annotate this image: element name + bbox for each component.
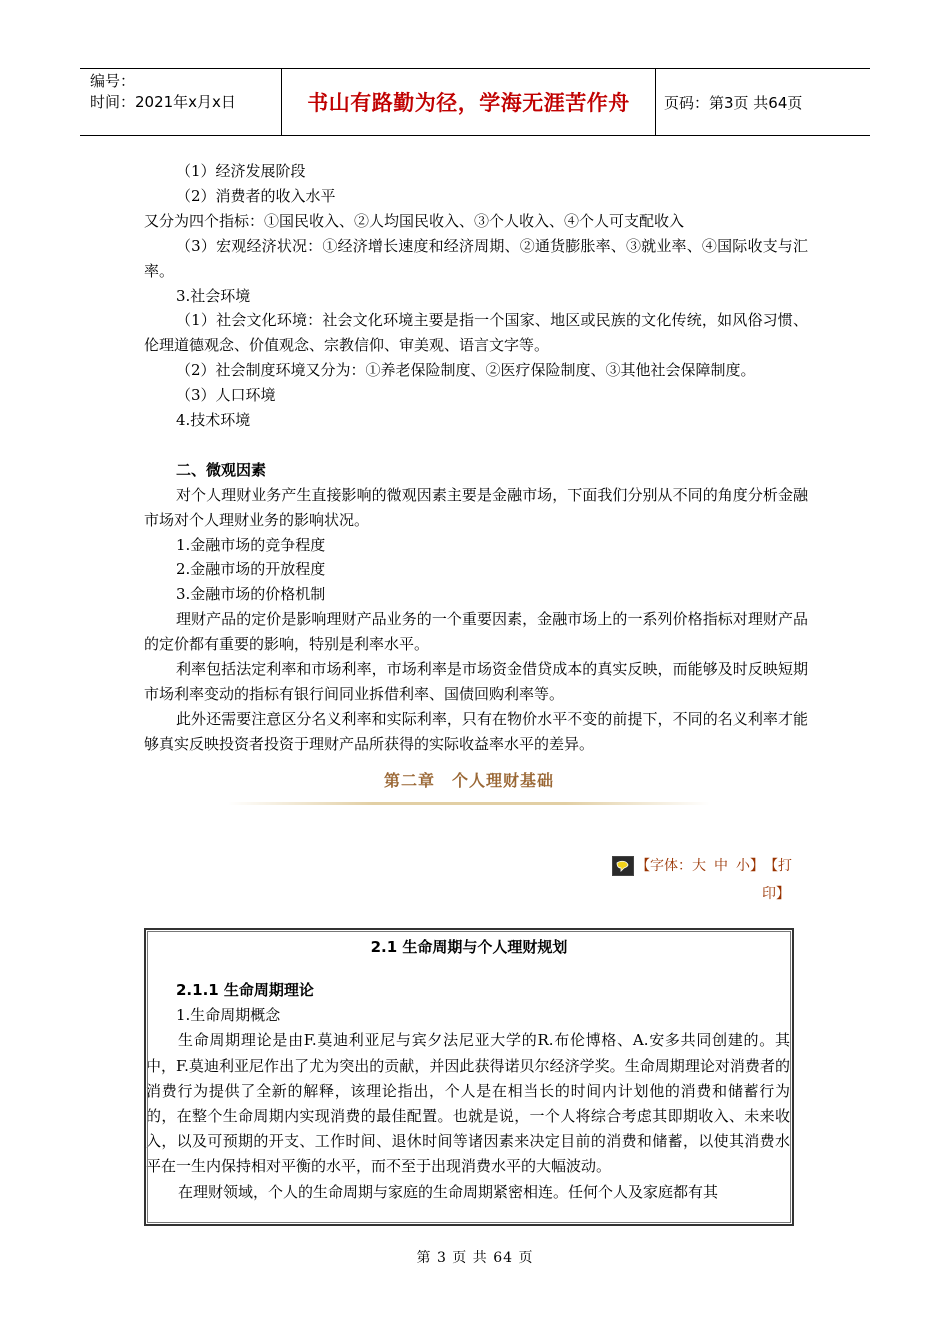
document-body	[144, 159, 808, 757]
font-bar-close: 】	[750, 858, 764, 874]
section-box	[144, 928, 794, 1226]
font-small-link[interactable]: 小	[736, 858, 750, 874]
list-item: 1.金融市场的竞争程度	[176, 535, 326, 554]
text-line: （3）人口环境	[176, 386, 276, 405]
font-medium-link[interactable]: 中	[714, 858, 728, 874]
text-line: （2）社会制度环境又分为：①养老保险制度、②医疗保险制度、③其他社会保障制度。	[176, 361, 756, 380]
text-paragraph: （1）社会文化环境：社会文化环境主要是指一个国家、地区或民族的文化传统，如风俗习惯、伦理道德观念、价值观念、宗教信仰、审美观、语言文字等。	[144, 311, 808, 355]
box-content	[146, 960, 792, 1028]
section-heading: 二、微观因素	[176, 460, 267, 479]
text-paragraph: 此外还需要注意区分名义利率和实际利率，只有在物价水平不变的前提下，不同的名义利率才能够真实反映投资者投资于理财产品所获得的实际收益率水平的差异。	[144, 709, 808, 753]
text-line: （1）经济发展阶段	[176, 162, 306, 180]
list-item: 3.金融市场的价格机制	[176, 585, 326, 604]
box-paragraph: 生命周期理论是由F.莫迪利亚尼与宾夕法尼亚大学的R.布伦博格、A.安多共同创建的。其中，F.莫迪利亚尼作出了尤为突出的贡献，并因此获得诺贝尔经济学奖。生命周期理论对消费者的消费行为提供了全新的解释，该理论指出，个人是在相当长的时间内计划他的消费和储蓄行为的，在整个生命周期内实现消费的最佳配置。也就是说，一个人将综合考虑其即期收入、未来收入，以及可预期的开支、工作时间、退休时间等诸因素来决定目前的消费和储蓄，以使其消费水平在一生内保持相对平衡的水平，而不至于出现消费水平的大幅波动。	[146, 1031, 790, 1176]
text-line: 又分为四个指标：①国民收入、②人均国民收入、③个人收入、④个人可支配收入	[144, 211, 685, 230]
box-item: 1.生命周期概念	[176, 1006, 281, 1025]
text-paragraph: 理财产品的定价是影响理财产品业务的一个重要因素，金融市场上的一系列价格指标对理财产品的定价都有重要的影响，特别是利率水平。	[144, 610, 808, 654]
header-motto-cell	[282, 69, 656, 135]
box-subheading: 2.1.1 生命周期理论	[176, 981, 314, 999]
chapter-title: 第二章 个人理财基础	[383, 771, 554, 790]
text-paragraph: 利率包括法定利率和市场利率，市场利率是市场资金借贷成本的真实反映，而能够及时反映短期市场利率变动的指标有银行间同业拆借利率、国债回购利率等。	[144, 660, 808, 704]
chapter-divider	[228, 802, 710, 805]
text-line: 3.社会环境	[176, 286, 251, 305]
page-footer: 第 3 页 共 64 页	[416, 1250, 534, 1266]
font-toolbar	[612, 852, 792, 908]
text-line: （2）消费者的收入水平	[176, 186, 336, 205]
box-paragraph: 在理财领域，个人的生命周期与家庭的生命周期紧密相连。任何个人及家庭都有其	[178, 1182, 719, 1201]
text-paragraph: （3）宏观经济状况：①经济增长速度和经济周期、②通货膨胀率、③就业率、④国际收支与汇率。	[144, 236, 808, 280]
header-meta	[80, 69, 282, 135]
page-header	[80, 68, 870, 136]
text-paragraph: 对个人理财业务产生直接影响的微观因素主要是金融市场，下面我们分别从不同的角度分析金融市场对个人理财业务的影响状况。	[144, 485, 808, 529]
box-paragraphs	[146, 1028, 792, 1204]
print-link-end[interactable]: 印】	[762, 886, 790, 902]
font-large-link[interactable]: 大	[692, 858, 706, 874]
serial-label: 编号：	[90, 72, 136, 90]
text-line: 4.技术环境	[176, 411, 251, 430]
date-line: 时间：2021年x月x日	[90, 93, 236, 111]
font-bar-open: 【字体：	[636, 858, 692, 874]
header-motto: 书山有路勤为径，学海无涯苦作舟	[307, 91, 630, 115]
header-page-info: 页码：第3页 共64页	[664, 93, 803, 112]
speaker-icon[interactable]	[612, 856, 634, 876]
list-item: 2.金融市场的开放程度	[176, 560, 326, 579]
box-title: 2.1 生命周期与个人理财规划	[370, 938, 568, 956]
print-link-start[interactable]: 【打	[764, 858, 792, 874]
